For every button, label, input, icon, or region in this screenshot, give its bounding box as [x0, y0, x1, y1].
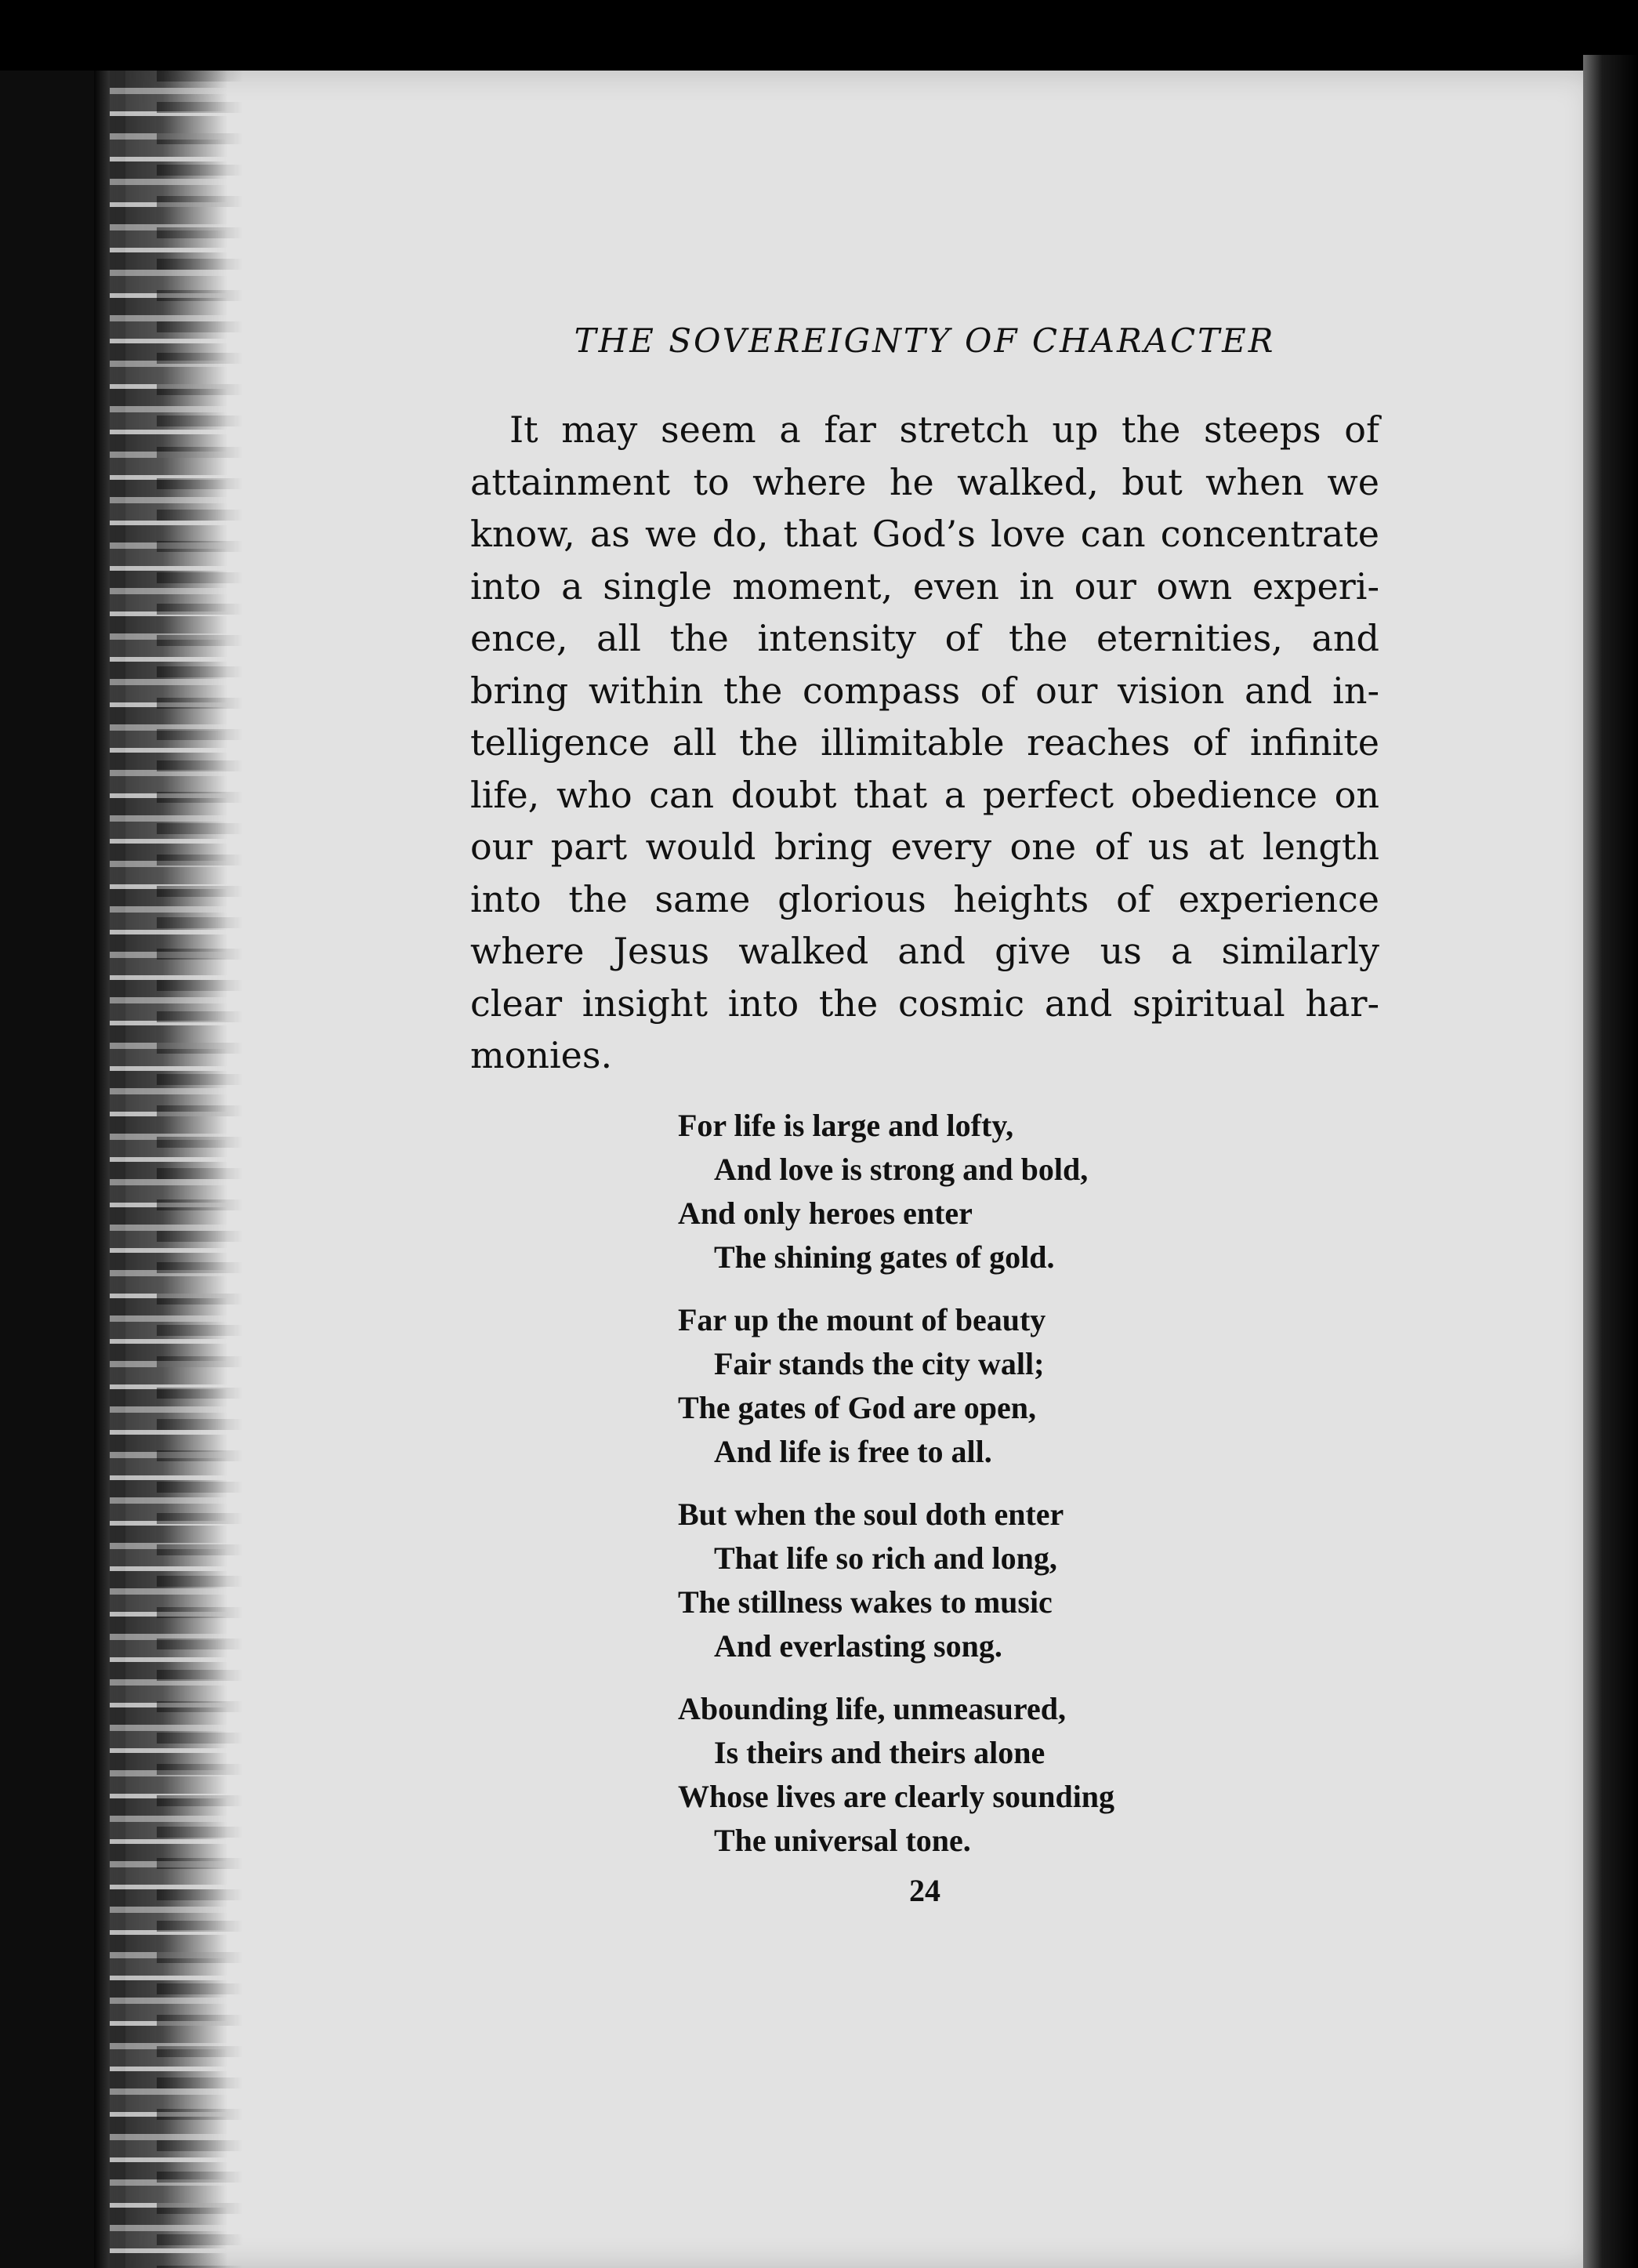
- paragraph-line: ence, all the intensity of the eternities, and: [470, 617, 1379, 659]
- poem-verse: And only heroes enter: [678, 1196, 973, 1231]
- poem-verse: The shining gates of gold.: [714, 1239, 1055, 1275]
- poem-stanza: [678, 1687, 1305, 1863]
- paragraph-line: into the same glorious heights of experience: [470, 877, 1379, 920]
- paragraph-line: bring within the compass of our vision and in-: [470, 669, 1379, 712]
- poem-verse: Abounding life, unmeasured,: [678, 1691, 1066, 1726]
- paragraph-line: It may seem a far stretch up the steeps of: [509, 408, 1379, 451]
- poem-stanza: [678, 1493, 1305, 1668]
- page-number: 24: [909, 1873, 940, 1908]
- running-head: THE SOVEREIGNTY OF CHARACTER: [574, 321, 1276, 360]
- poem-verse: And everlasting song.: [714, 1628, 1002, 1664]
- poem-verse: Is theirs and theirs alone: [714, 1735, 1045, 1770]
- poem-verse: For life is large and lofty,: [678, 1108, 1014, 1143]
- poem-verse: That life so rich and long,: [714, 1540, 1057, 1576]
- paragraph-line: where Jesus walked and give us a similarly: [470, 930, 1379, 972]
- paragraph-line: know, as we do, that God’s love can concentrate: [470, 513, 1379, 555]
- poem-verse: And love is strong and bold,: [714, 1152, 1089, 1187]
- body-paragraph: [470, 404, 1379, 1082]
- poem-stanza: [678, 1298, 1305, 1474]
- page-right-edge-shadow: [1583, 55, 1638, 2268]
- poem-stanza: [678, 1104, 1305, 1279]
- paragraph-line: life, who can doubt that a perfect obedience on: [470, 773, 1379, 816]
- poem: [678, 1104, 1305, 1882]
- poem-verse: Far up the mount of beauty: [678, 1302, 1046, 1337]
- poem-verse: The gates of God are open,: [678, 1390, 1037, 1425]
- poem-verse: Whose lives are clearly sounding: [678, 1779, 1115, 1814]
- poem-verse: And life is free to all.: [714, 1434, 992, 1469]
- paragraph-line: our part would bring every one of us at length: [470, 826, 1379, 868]
- paragraph-line: clear insight into the cosmic and spiritual har-: [470, 982, 1379, 1025]
- poem-verse: The stillness wakes to music: [678, 1584, 1053, 1620]
- paragraph-line: attainment to where he walked, but when we: [470, 460, 1379, 503]
- poem-verse: The universal tone.: [714, 1823, 971, 1858]
- poem-verse: Fair stands the city wall;: [714, 1346, 1045, 1381]
- paragraph-line: into a single moment, even in our own experi-: [470, 564, 1379, 608]
- page-gutter: [157, 71, 243, 2268]
- paragraph-line: telligence all the illimitable reaches of infinite: [470, 721, 1379, 764]
- scan-top-border: [0, 0, 1638, 71]
- poem-verse: But when the soul doth enter: [678, 1497, 1064, 1532]
- paragraph-line: monies.: [470, 1034, 613, 1076]
